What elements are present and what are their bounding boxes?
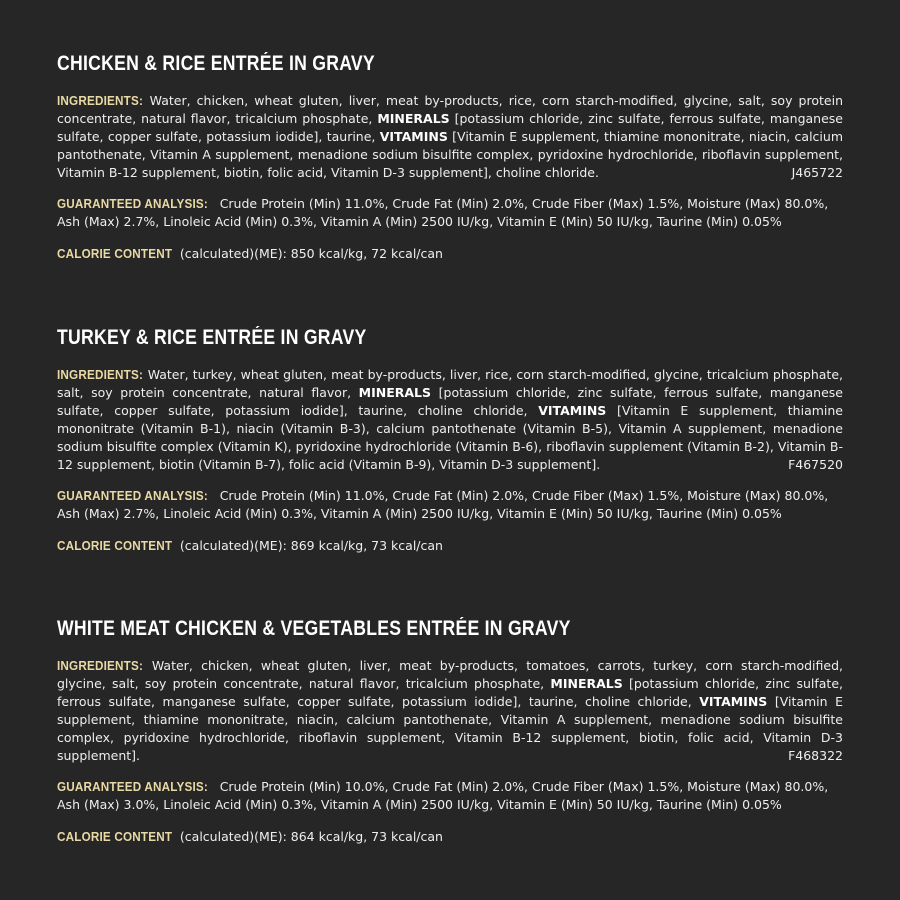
ingredients-text-c: [Vitamin E supplement, thiamine mononitrate, niacin, calcium pantothenate, Vitamin A supplement, menadione sodium bisulfite complex, pyridoxine hydrochloride, riboflavin supplement, Vitamin B-12 supplement, biotin, folic acid, Vitamin D-3 supplement], choline chloride. bbox=[57, 129, 843, 180]
ingredients-text-a: Water, chicken, wheat gluten, liver, meat by-products, rice, corn starch-modified, glycine, salt, soy protein concentrate, natural flavor, tricalcium phosphate, bbox=[57, 93, 843, 126]
analysis-label: GUARANTEED ANALYSIS: bbox=[57, 779, 208, 794]
ingredients-label: INGREDIENTS: bbox=[57, 93, 144, 108]
calorie-content-block bbox=[57, 537, 843, 555]
minerals-label: MINERALS bbox=[377, 111, 450, 126]
calorie-label: CALORIE CONTENT bbox=[57, 246, 173, 261]
calorie-label: CALORIE CONTENT bbox=[57, 538, 173, 553]
minerals-label: MINERALS bbox=[358, 385, 432, 400]
analysis-label: GUARANTEED ANALYSIS: bbox=[57, 196, 208, 211]
product-code: F467520 bbox=[788, 457, 843, 472]
product-title: WHITE MEAT CHICKEN & VEGETABLES ENTRÉE IN GRAVY bbox=[57, 617, 571, 640]
guaranteed-analysis-block bbox=[57, 195, 843, 231]
ingredients-text-b: [potassium chloride, zinc sulfate, ferrous sulfate, manganese sulfate, copper sulfate, potassium iodide], taurine, bbox=[57, 111, 843, 144]
ingredients-label: INGREDIENTS: bbox=[57, 367, 144, 382]
calorie-label: CALORIE CONTENT bbox=[57, 829, 173, 844]
analysis-label: GUARANTEED ANALYSIS: bbox=[57, 488, 208, 503]
calorie-text: (calculated)(ME): 850 kcal/kg, 72 kcal/can bbox=[175, 246, 443, 261]
ingredients-text-c: [Vitamin E supplement, thiamine mononitrate, niacin, calcium pantothenate, Vitamin A supplement, menadione sodium bisulfite complex, pyridoxine hydrochloride, riboflavin supplement, Vitamin B-12 supplement, biotin, folic acid, Vitamin D-3 supplement]. bbox=[57, 694, 843, 763]
ingredients-block bbox=[57, 92, 843, 182]
ingredients-text-c: [Vitamin E supplement, thiamine mononitrate (Vitamin B-1), niacin (Vitamin B-3), calcium pantothenate (Vitamin B-5), Vitamin A supplement, menadione sodium bisulfite complex (Vitamin K), pyridoxine hydrochloride (Vitamin B-6), riboflavin supplement (Vitamin B-2), Vitamin B-12 supplement, biotin (Vitamin B-7), folic acid (Vitamin B-9), Vitamin D-3 supplement]. bbox=[57, 403, 843, 472]
calorie-text: (calculated)(ME): 869 kcal/kg, 73 kcal/can bbox=[175, 538, 443, 553]
product-title: CHICKEN & RICE ENTRÉE IN GRAVY bbox=[57, 52, 375, 75]
product-code: J465722 bbox=[791, 165, 843, 180]
minerals-label: MINERALS bbox=[550, 676, 623, 691]
ingredients-text-a: Water, chicken, wheat gluten, liver, meat by-products, tomatoes, carrots, turkey, corn starch-modified, glycine, salt, soy protein concentrate, natural flavor, tricalcium phosphate, bbox=[57, 658, 843, 691]
product-section-turkey-rice bbox=[57, 326, 843, 555]
analysis-text: Crude Protein (Min) 10.0%, Crude Fat (Min) 2.0%, Crude Fiber (Max) 1.5%, Moisture (Max) 80.0%, Ash (Max) 3.0%, Linoleic Acid (Min) 0.3%, Vitamin A (Min) 2500 IU/kg, Vitamin E (Min) 50 IU/kg, Taurine (Min) 0.05% bbox=[57, 779, 829, 812]
ingredients-block bbox=[57, 657, 843, 765]
calorie-content-block bbox=[57, 828, 843, 846]
ingredients-label: INGREDIENTS: bbox=[57, 658, 144, 673]
calorie-content-block bbox=[57, 245, 843, 263]
guaranteed-analysis-block bbox=[57, 778, 843, 814]
ingredients-text-a: Water, turkey, wheat gluten, meat by-products, liver, rice, corn starch-modified, glycine, tricalcium phosphate, salt, soy protein concentrate, natural flavor, bbox=[57, 367, 843, 400]
ingredients-block bbox=[57, 366, 843, 474]
ingredients-text-b: [potassium chloride, zinc sulfate, ferrous sulfate, manganese sulfate, copper sulfate, potassium iodide], taurine, choline chloride, bbox=[57, 676, 843, 709]
product-section-chicken-rice bbox=[57, 52, 843, 263]
product-section-white-meat-chicken-vegetables bbox=[57, 617, 843, 846]
vitamins-label: VITAMINS bbox=[379, 129, 448, 144]
product-title: TURKEY & RICE ENTRÉE IN GRAVY bbox=[57, 326, 367, 349]
vitamins-label: VITAMINS bbox=[538, 403, 607, 418]
guaranteed-analysis-block bbox=[57, 487, 843, 523]
analysis-text: Crude Protein (Min) 11.0%, Crude Fat (Min) 2.0%, Crude Fiber (Max) 1.5%, Moisture (Max) 80.0%, Ash (Max) 2.7%, Linoleic Acid (Min) 0.3%, Vitamin A (Min) 2500 IU/kg, Vitamin E (Min) 50 IU/kg, Taurine (Min) 0.05% bbox=[57, 196, 829, 229]
analysis-text: Crude Protein (Min) 11.0%, Crude Fat (Min) 2.0%, Crude Fiber (Max) 1.5%, Moisture (Max) 80.0%, Ash (Max) 2.7%, Linoleic Acid (Min) 0.3%, Vitamin A (Min) 2500 IU/kg, Vitamin E (Min) 50 IU/kg, Taurine (Min) 0.05% bbox=[57, 488, 829, 521]
ingredients-text-b: [potassium chloride, zinc sulfate, ferrous sulfate, manganese sulfate, copper sulfate, potassium iodide], taurine, choline chloride, bbox=[57, 385, 843, 418]
calorie-text: (calculated)(ME): 864 kcal/kg, 73 kcal/can bbox=[175, 829, 443, 844]
vitamins-label: VITAMINS bbox=[699, 694, 768, 709]
product-code: F468322 bbox=[788, 748, 843, 763]
